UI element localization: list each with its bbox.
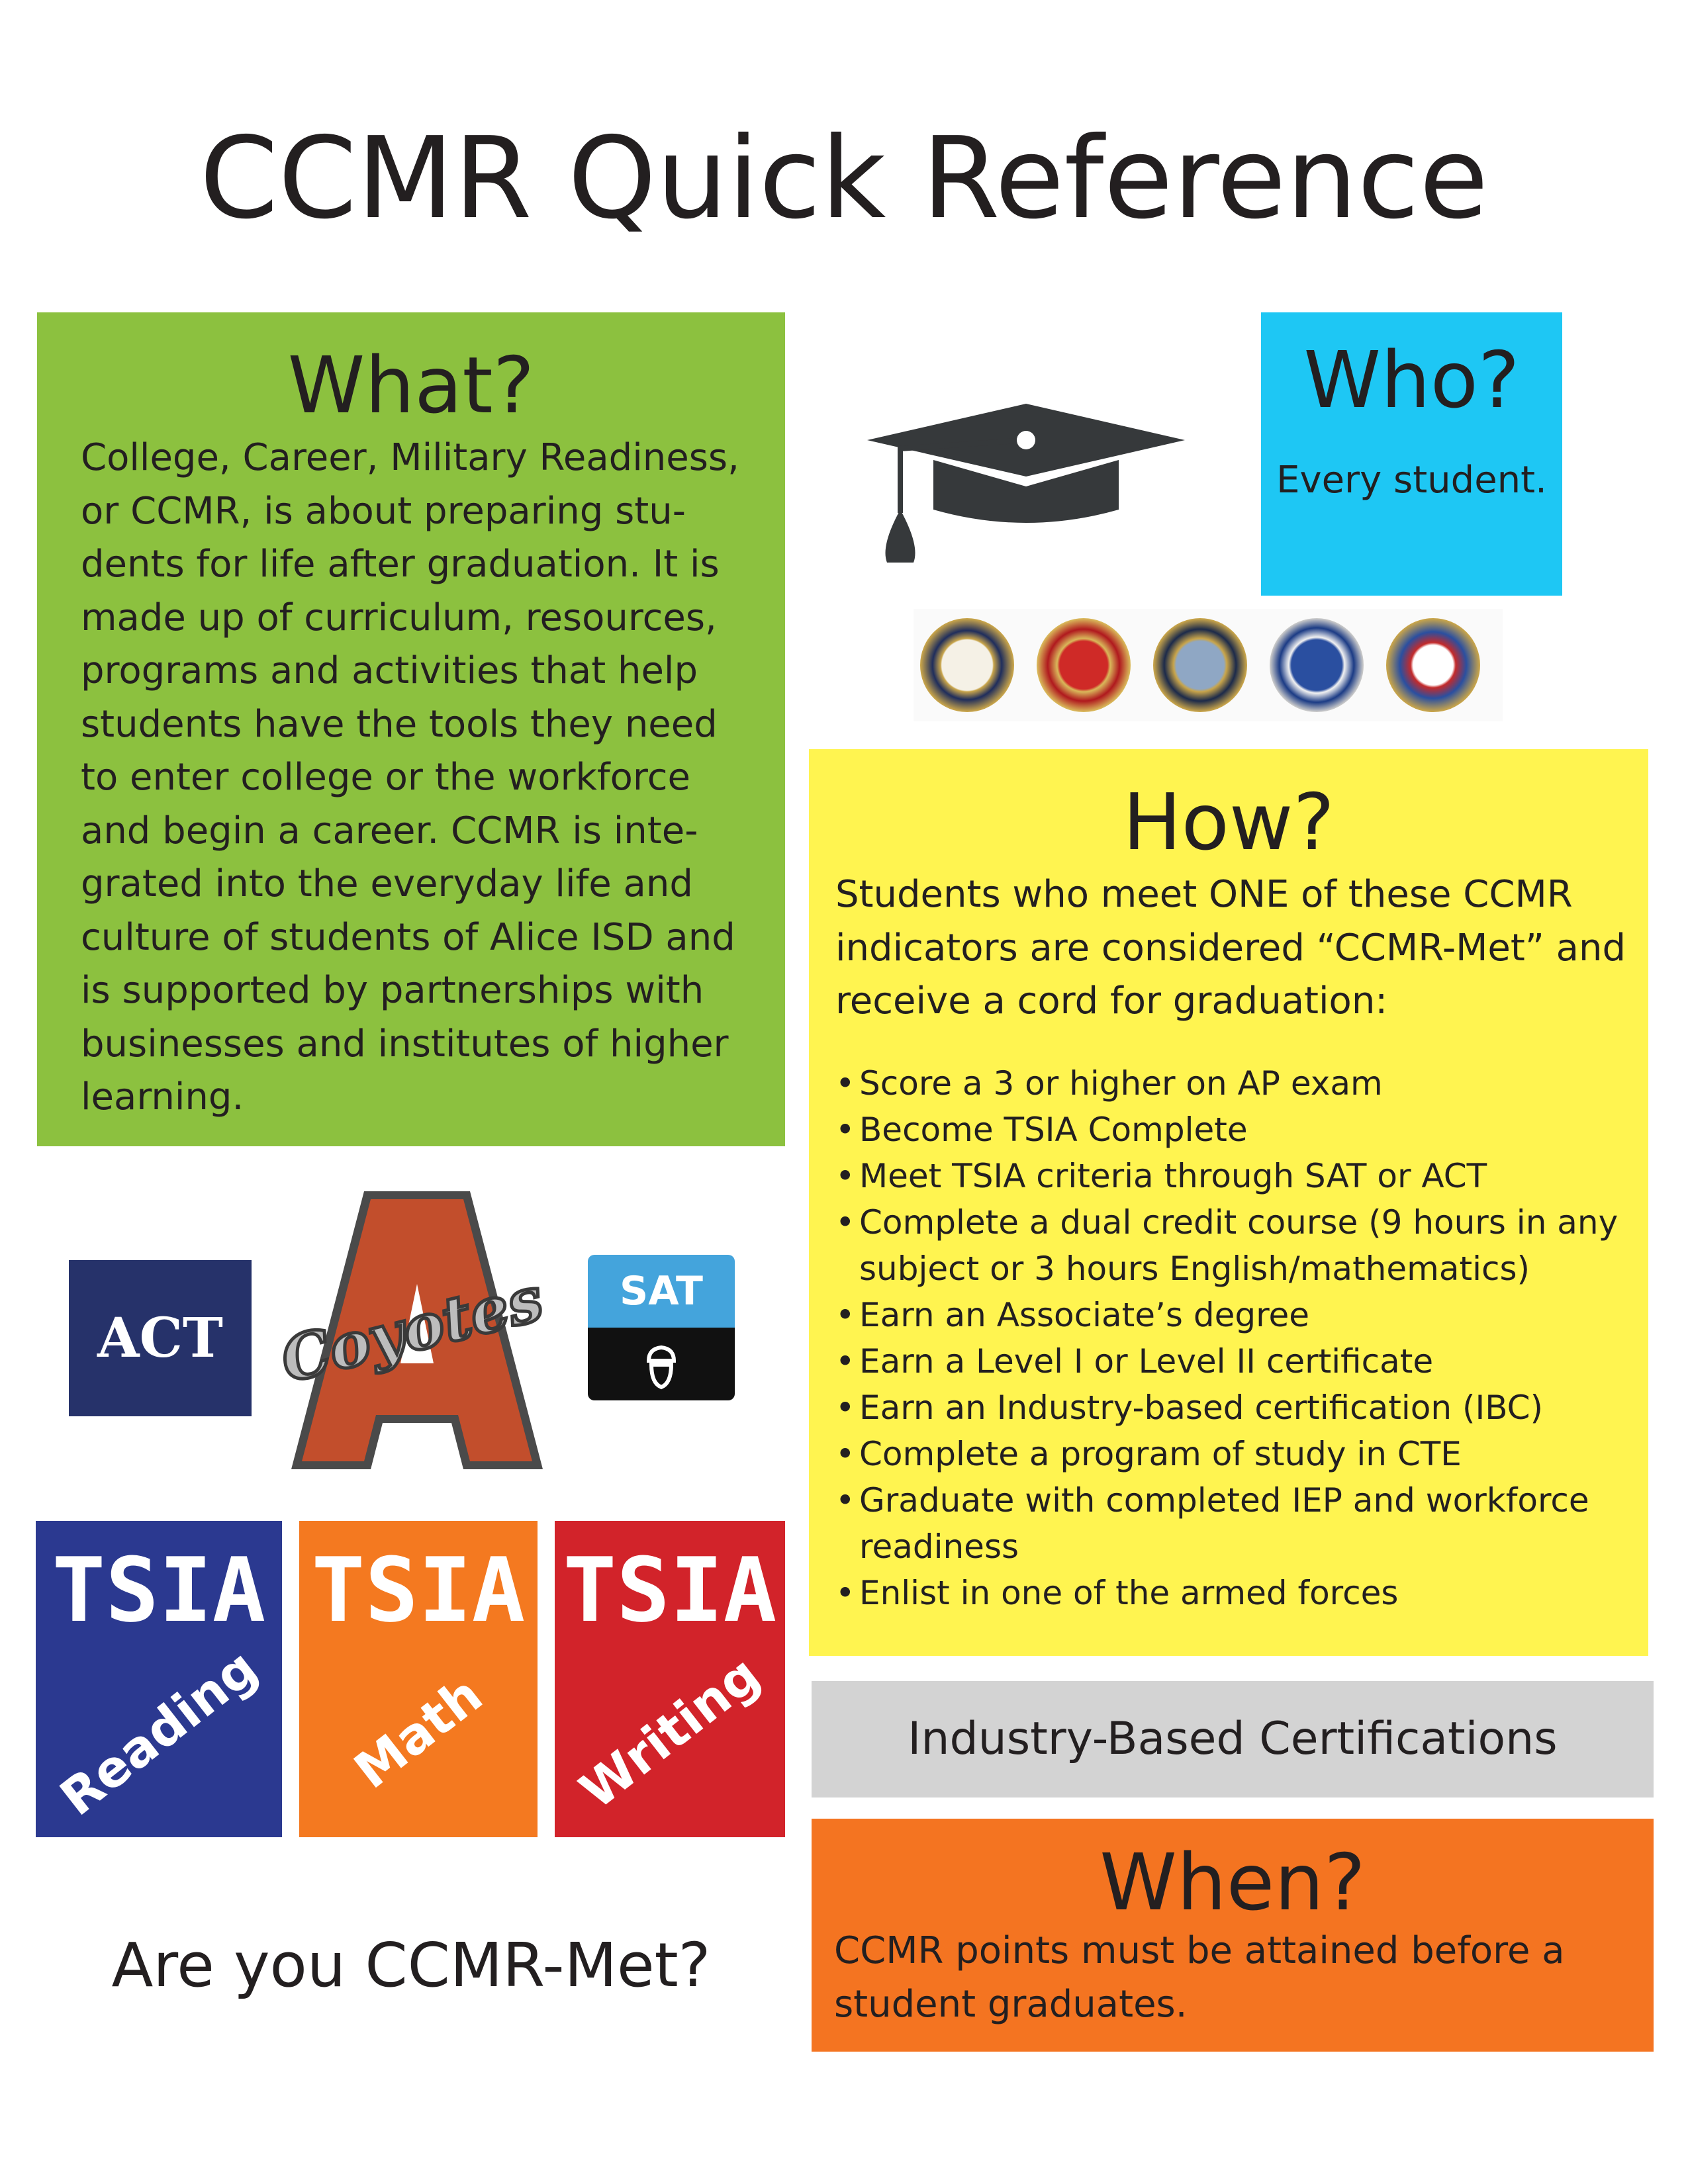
what-body: College, Career, Military Readiness, or CCMR, is about preparing stu- dents for life after graduation. It is made up of curriculum, resources, programs and activities that help students have the tools they need to enter college or the workforce and begin a career. CCMR is inte- grated into the everyday life and culture of students of Alice ISD and is supported by partnerships with businesses and institutes of higher learning. [81, 436, 739, 1118]
what-heading: What? [287, 340, 535, 431]
army-seal-icon [920, 618, 1014, 712]
tsia-word: TSIA [52, 1539, 266, 1642]
act-logo: ACT [69, 1260, 252, 1416]
list-item: • Complete a program of study in CTE [835, 1435, 1462, 1473]
page-title: CCMR Quick Reference [199, 113, 1489, 244]
coyotes-logo-text: Coyotes [274, 1262, 550, 1397]
what-section [37, 312, 785, 1146]
list-item: • Meet TSIA criteria through SAT or ACT [835, 1157, 1487, 1195]
how-section [809, 749, 1648, 1656]
when-section [812, 1819, 1654, 2052]
coast-guard-seal-icon [1386, 618, 1480, 712]
tsia-writing-tile [555, 1521, 785, 1837]
list-item: • Score a 3 or higher on AP exam [835, 1064, 1383, 1103]
graduation-cap-icon [861, 397, 1192, 569]
who-body: Every student. [1276, 459, 1547, 502]
ccmr-indicator-list [835, 1060, 1636, 1616]
list-item: • Become TSIA Complete [835, 1111, 1248, 1149]
industry-based-certifications-button[interactable]: Industry-Based Certifications [812, 1681, 1654, 1797]
coyotes-logo [265, 1185, 569, 1476]
how-heading: How? [1122, 776, 1335, 868]
tsia-word: TSIA [311, 1539, 526, 1642]
ccmr-met-question: Are you CCMR-Met? [111, 1930, 711, 2001]
marines-seal-icon [1037, 618, 1131, 712]
tsia-subject: Math [343, 1664, 493, 1800]
when-heading: When? [1100, 1837, 1366, 1928]
list-item: • Graduate with completed IEP and workforce readiness [835, 1481, 1589, 1566]
military-seals [914, 609, 1503, 721]
air-force-seal-icon [1270, 618, 1364, 712]
when-body: CCMR points must be attained before a student graduates. [834, 1929, 1565, 2026]
list-item: • Earn an Associate’s degree [835, 1296, 1310, 1334]
navy-seal-icon [1153, 618, 1247, 712]
tsia-reading-tile [36, 1521, 282, 1837]
list-item: • Complete a dual credit course (9 hours in any subject or 3 hours English/mathematics) [835, 1203, 1618, 1288]
who-section [1261, 312, 1562, 596]
tsia-math-tile [299, 1521, 538, 1837]
list-item: • Earn a Level I or Level II certificate [835, 1342, 1434, 1381]
tsia-subject: Writing [569, 1644, 771, 1821]
sat-logo [588, 1255, 735, 1400]
tsia-word: TSIA [563, 1539, 777, 1642]
tsia-subject: Reading [49, 1637, 269, 1827]
how-intro: Students who meet ONE of these CCMR indicators are considered “CCMR-Met” and receive a cord for graduation: [835, 873, 1626, 1023]
who-heading: Who? [1303, 334, 1520, 426]
college-board-acorn-icon [588, 1328, 735, 1400]
list-item: • Earn an Industry-based certification (IBC) [835, 1388, 1544, 1427]
list-item: • Enlist in one of the armed forces [835, 1574, 1399, 1612]
sat-logo-text: SAT [588, 1255, 735, 1328]
